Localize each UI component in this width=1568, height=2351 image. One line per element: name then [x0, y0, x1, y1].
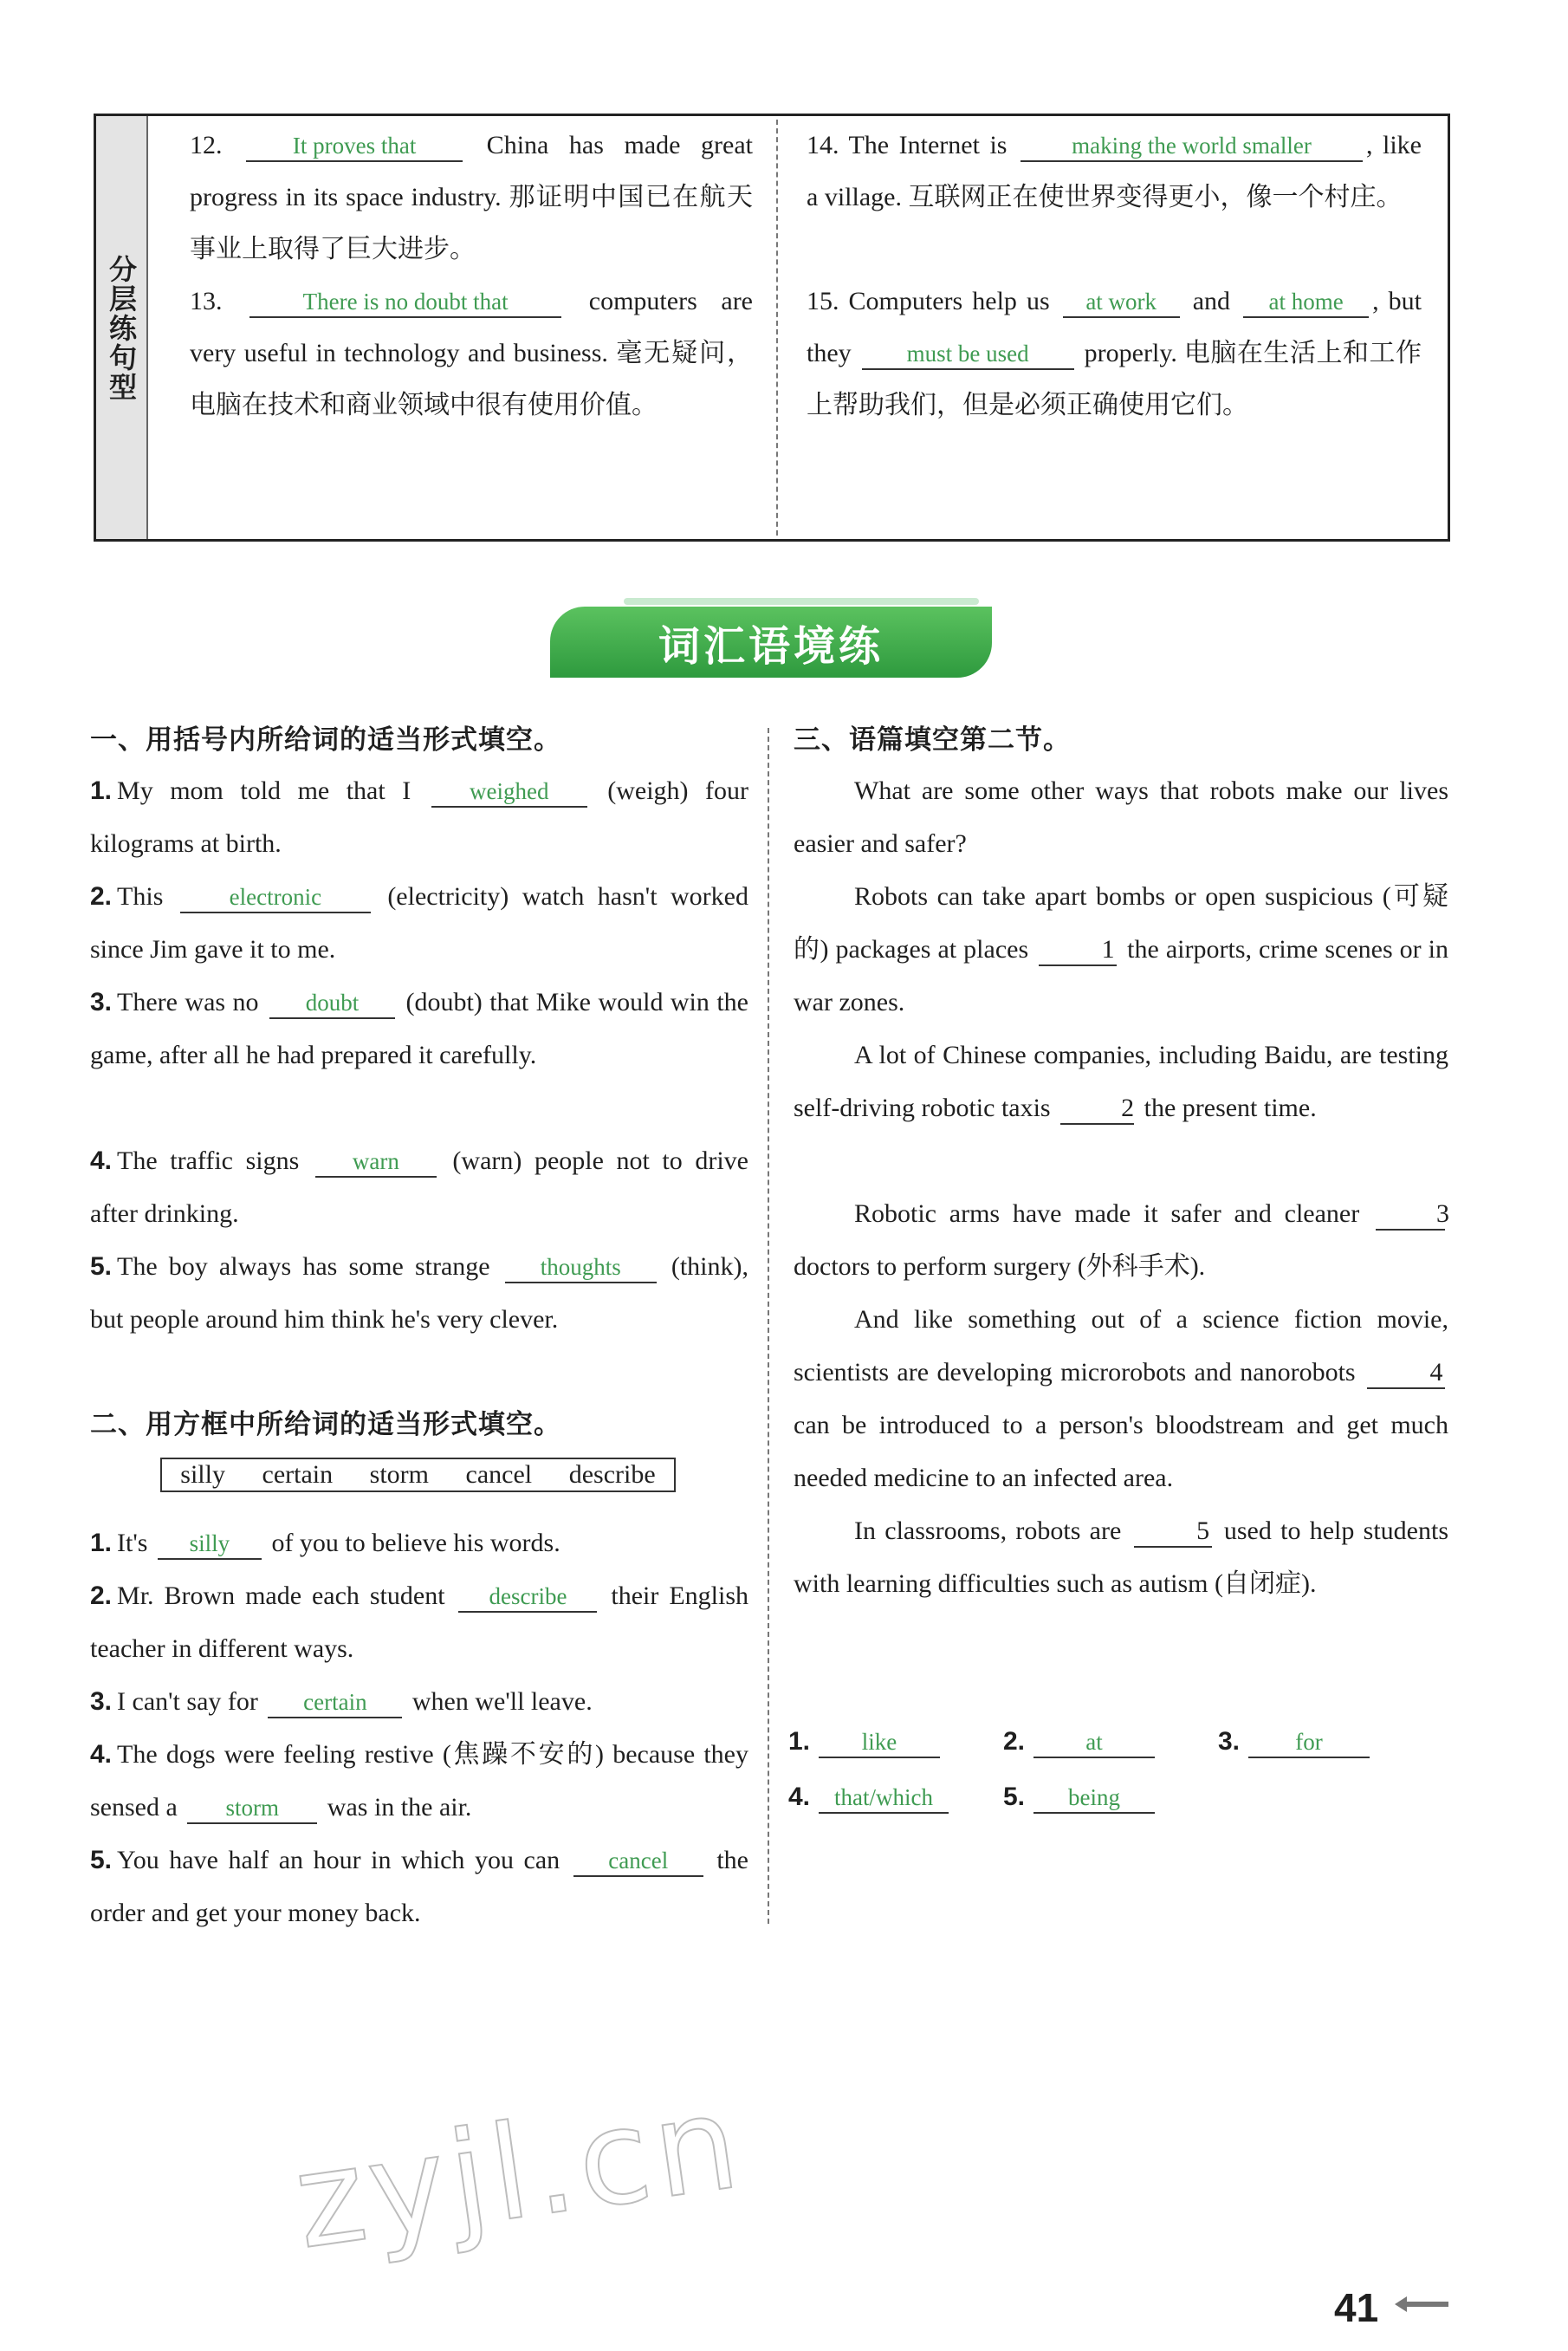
s1-item-2 [90, 870, 748, 976]
side-label-tab [96, 116, 148, 539]
answer-number: 4. [788, 1783, 811, 1811]
section1-title: 一、用括号内所给词的适当形式填空。 [90, 724, 561, 756]
s1-item-5 [90, 1240, 748, 1346]
answer-blank: being [1033, 1783, 1155, 1814]
answer-blank: like [819, 1727, 940, 1758]
answer-blank: must be used [862, 339, 1074, 370]
word-option: storm [369, 1460, 429, 1489]
s1-item-1 [90, 764, 748, 870]
sentence-text: and [1182, 287, 1241, 315]
answer-blank: for [1248, 1727, 1370, 1758]
section-banner: 词汇语境练 [550, 607, 992, 678]
passage-paragraph-5 [794, 1293, 1448, 1504]
watermark: zyjl.cn [286, 2066, 752, 2279]
answer-blank: silly [158, 1529, 262, 1560]
item-text: There was no [117, 988, 266, 1016]
answer-number: 3. [1218, 1727, 1241, 1756]
passage-paragraph-2 [794, 870, 1448, 1029]
item-text: It's [117, 1529, 154, 1557]
chinese-translation: 毫无疑问，电脑在技术和商业领域中很有使用价值。 [190, 338, 754, 420]
word-option: cancel [465, 1460, 533, 1489]
item-number: 2. [90, 882, 113, 911]
s2-item-2 [90, 1569, 748, 1675]
paragraph-text: In classrooms, robots are [854, 1516, 1131, 1545]
sentence-prefix: 15. Computers help us [807, 287, 1059, 315]
answer-blank: thoughts [505, 1252, 657, 1283]
passage-answer [788, 1716, 1003, 1768]
passage-answers-row-1 [788, 1716, 1433, 1768]
page-number: 41 [1334, 2285, 1379, 2330]
answer-blank: weighed [431, 776, 587, 808]
sentence-13 [190, 276, 753, 432]
sentence-practice-box [94, 114, 1450, 542]
sentence-14 [807, 120, 1422, 224]
passage-answer [1218, 1716, 1433, 1768]
answer-blank: that/which [819, 1783, 949, 1814]
item-number: 2. [90, 1581, 113, 1610]
sentence-text: properly. [1077, 339, 1184, 367]
passage-paragraph-1 [794, 764, 1448, 870]
item-text: This [117, 882, 177, 911]
s1-item-4 [90, 1134, 748, 1240]
answer-blank: electronic [180, 882, 371, 913]
item-number: 3. [90, 988, 113, 1016]
passage-paragraph-3 [794, 1029, 1448, 1134]
answer-number: 1. [788, 1727, 811, 1756]
item-number: 1. [90, 1529, 113, 1557]
s1-item-3 [90, 976, 748, 1081]
sentence-prefix: 12. [190, 131, 243, 159]
item-text: (electricity) watch hasn't worked since Jim gave it to me. [90, 882, 748, 964]
item-number: 5. [90, 1846, 113, 1874]
item-text: (doubt) that Mike would win the game, after all he had prepared it carefully. [90, 988, 748, 1069]
answer-blank: It proves that [246, 131, 463, 162]
paragraph-text: the airports, crime scenes or in war zones. [794, 935, 1448, 1016]
word-option: certain [262, 1460, 334, 1489]
passage-answer [1003, 1771, 1218, 1823]
passage-blank: 1 [1039, 935, 1117, 966]
passage-paragraph-4 [794, 1187, 1448, 1293]
passage-blank: 4 [1367, 1358, 1445, 1389]
paragraph-text: used to help students with learning difficulties such as autism (自闭症). [794, 1516, 1448, 1598]
item-number: 4. [90, 1740, 113, 1769]
side-label: 分层练句型 [105, 255, 138, 402]
banner-decoration [624, 598, 979, 605]
item-text: The dogs were feeling restive (焦躁不安的) because they sensed a [90, 1740, 748, 1822]
paragraph-text: doctors to perform surgery (外科手术). [794, 1252, 1206, 1281]
paragraph-text: And like something out of a science fiction movie, scientists are developing microrobots and nanorobots [794, 1305, 1448, 1387]
sentence-text: computers are very useful in technology and business. [190, 287, 753, 367]
sentence-text: , but they [807, 287, 1422, 367]
paragraph-text: the present time. [1137, 1094, 1317, 1122]
answer-blank: at [1033, 1727, 1155, 1758]
passage-blank: 3 [1376, 1199, 1445, 1231]
answer-number: 5. [1003, 1783, 1026, 1811]
item-text: Mr. Brown made each student [117, 1581, 456, 1610]
item-number: 1. [90, 776, 113, 805]
item-text: when we'll leave. [405, 1687, 593, 1716]
item-text: their English teacher in different ways. [90, 1581, 748, 1663]
answer-blank: warn [315, 1146, 437, 1178]
answer-blank: certain [268, 1687, 402, 1718]
chinese-translation: 电脑在生活上和工作上帮助我们，但是必须正确使用它们。 [807, 338, 1422, 420]
passage-answer [788, 1771, 1003, 1823]
answer-blank: cancel [573, 1846, 703, 1877]
answer-blank: at work [1063, 287, 1180, 318]
item-text: of you to believe his words. [264, 1529, 560, 1557]
s2-item-4 [90, 1728, 748, 1834]
column-divider [776, 120, 778, 536]
answer-number: 2. [1003, 1727, 1026, 1756]
answer-blank: describe [458, 1581, 597, 1613]
arrow-left-icon [1395, 2295, 1448, 2314]
item-text: My mom told me that I [117, 776, 428, 805]
sentence-prefix: 14. The Internet is [807, 131, 1017, 159]
passage-answer [1003, 1716, 1218, 1768]
sentence-15 [807, 276, 1422, 432]
word-option: describe [568, 1460, 656, 1489]
chinese-translation: 互联网正在使世界变得更小，像一个村庄。 [908, 182, 1403, 212]
passage-blank: 5 [1134, 1516, 1212, 1548]
paragraph-text: can be introduced to a person's bloodstream and get much needed medicine to an infected area. [794, 1411, 1448, 1492]
sentence-prefix: 13. [190, 287, 247, 315]
item-text: You have half an hour in which you can [117, 1846, 570, 1874]
sentence-text: , like a village. [807, 131, 1422, 211]
sentence-text: China has made great progress in its space industry. [190, 131, 754, 211]
item-text: the order and get your money back. [90, 1846, 748, 1927]
paragraph-text: Robots can take apart bombs or open suspicious (可疑的) packages at places [794, 882, 1448, 964]
item-text: was in the air. [321, 1793, 472, 1822]
item-text: I can't say for [117, 1687, 265, 1716]
paragraph-text: A lot of Chinese companies, including Baidu, are testing self-driving robotic taxis [794, 1041, 1448, 1122]
paragraph-text: What are some other ways that robots make our lives easier and safer? [794, 776, 1448, 858]
passage-paragraph-6 [794, 1504, 1448, 1610]
item-text: The traffic signs [117, 1146, 312, 1175]
s2-item-5 [90, 1834, 748, 1939]
answer-blank: storm [187, 1793, 317, 1824]
passage-blank: 2 [1060, 1094, 1134, 1125]
answer-blank: There is no doubt that [249, 287, 561, 318]
paragraph-text: Robotic arms have made it safer and cleaner [854, 1199, 1372, 1228]
answer-blank: making the world smaller [1020, 131, 1363, 162]
section3-title: 三、语篇填空第二节。 [794, 724, 1071, 756]
column-divider [768, 728, 769, 1924]
passage-answers-row-2 [788, 1771, 1218, 1823]
item-text: (warn) people not to drive after drinking. [90, 1146, 748, 1228]
item-text: The boy always has some strange [117, 1252, 502, 1281]
sentence-12 [190, 120, 753, 276]
item-number: 3. [90, 1687, 113, 1716]
answer-blank: doubt [269, 988, 395, 1019]
item-number: 4. [90, 1146, 113, 1175]
word-option: silly [180, 1460, 225, 1489]
word-box [160, 1458, 676, 1492]
item-number: 5. [90, 1252, 113, 1281]
chinese-translation: 那证明中国已在航天事业上取得了巨大进步。 [190, 182, 753, 264]
s2-item-3 [90, 1675, 748, 1728]
item-text: (think), but people around him think he's very clever. [90, 1252, 748, 1334]
item-text: (weigh) four kilograms at birth. [90, 776, 749, 858]
s2-item-1 [90, 1516, 748, 1569]
answer-blank: at home [1243, 287, 1369, 318]
section2-title: 二、用方框中所给词的适当形式填空。 [90, 1409, 561, 1440]
